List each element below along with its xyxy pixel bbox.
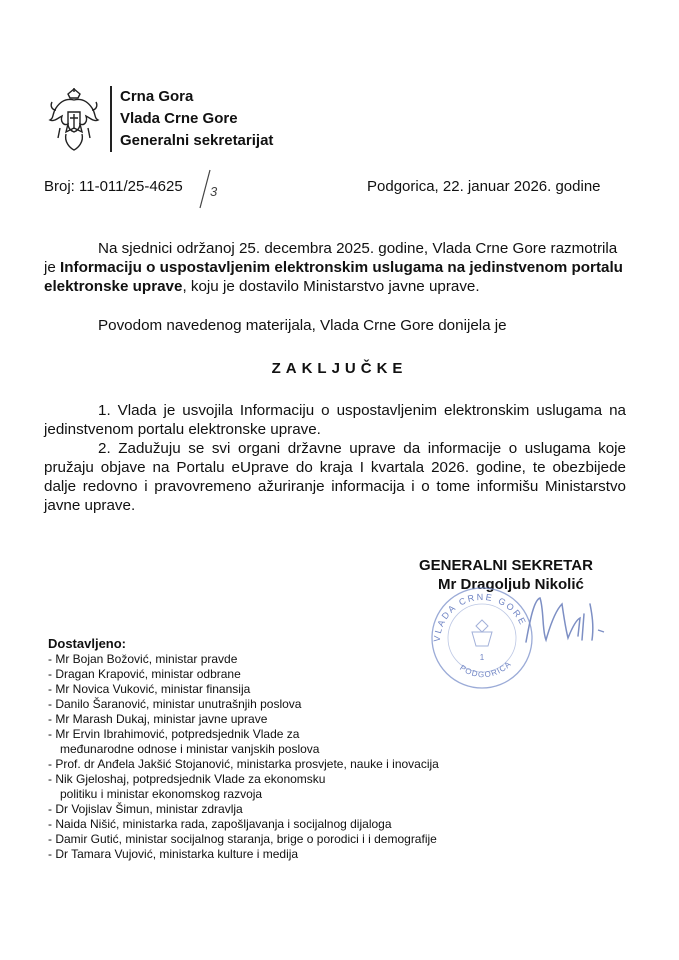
handwritten-ref-digit: 3 — [210, 184, 218, 199]
intro-bold-title: Informaciju o uspostavljenim elektronskim uslugama na jedinstvenom portalu elektronske uprave — [44, 259, 623, 295]
stamp-text-bottom — [458, 659, 513, 679]
header-divider — [110, 86, 112, 152]
list-item: - Dr Tamara Vujović, ministarka kulture i medija — [48, 847, 299, 861]
list-item: - Mr Bojan Božović, ministar pravde — [48, 652, 238, 666]
list-item: - Dr Vojislav Šimun, ministar zdravlja — [48, 802, 243, 816]
intro-paragraph — [44, 239, 626, 296]
list-item: - Danilo Šaranović, ministar unutrašnjih poslova — [48, 697, 302, 711]
list-item: - Mr Ervin Ibrahimović, potpredsjednik Vlade za — [48, 727, 300, 741]
conclusion-1: 1. Vlada je usvojila Informaciju o uspostavljenim elektronskim uslugama na jedinstvenom portalu elektronske uprave. — [44, 402, 626, 438]
list-item: - Mr Marash Dukaj, ministar javne uprave — [48, 712, 268, 726]
list-item: - Nik Gjeloshaj, potpredsjednik Vlade za ekonomsku — [48, 772, 326, 786]
stamp-emblem-icon — [472, 620, 492, 646]
list-item-continuation-text: politiku i ministar ekonomskog razvoja — [60, 787, 263, 801]
intro-text-end: , koju je dostavilo Ministarstvo javne uprave. — [182, 278, 480, 295]
list-item: - Naida Nišić, ministarka rada, zapošljavanja i socijalnog dijaloga — [48, 817, 392, 831]
stamp-text-bottom-path: PODGORICA — [458, 659, 514, 680]
list-item-continuation — [48, 787, 439, 802]
coat-of-arms-icon — [48, 88, 100, 152]
org-country: Crna Gora — [120, 88, 194, 105]
conclusions-heading: ZAKLJUČKE — [271, 360, 408, 377]
organization-block — [120, 86, 273, 152]
stamp-number: 1 — [479, 653, 485, 662]
reference-number: Broj: 11-011/25-4625 — [44, 178, 183, 195]
list-item: - Prof. dr Anđela Jakšić Stojanović, ministarka prosvjete, nauke i inovacija — [48, 757, 439, 771]
list-item-continuation-text: međunarodne odnose i ministar vanjskih poslova — [60, 742, 320, 756]
list-item-continuation — [48, 742, 439, 757]
org-government: Vlada Crne Gore — [120, 110, 238, 127]
org-secretariat: Generalni sekretarijat — [120, 132, 274, 149]
signatory-title: GENERALNI SEKRETAR — [419, 557, 593, 574]
stamp-text-top-path: VLADA CRNE GORE — [431, 591, 529, 643]
intro-text-start: Na sjednici održanoj 25. decembra 2025. godine, Vlada Crne Gore razmotrila je — [44, 240, 618, 276]
document-date: Podgorica, 22. januar 2026. godine — [367, 178, 601, 195]
signatory-name: Mr Dragoljub Nikolić — [438, 576, 584, 593]
conclusion-2: 2. Zadužuju se svi organi državne uprave da informacije o uslugama koje pružaju objave na Portalu eUprave do kraja I kvartala 2026. godine, te obezbijede dalje redovno i pravovremeno ažuriranje informacija i o tome informišu Ministarstvo javne uprave. — [44, 440, 626, 514]
distribution-list — [48, 652, 439, 862]
decision-intro: Povodom navedenog materijala, Vlada Crne Gore donijela je — [98, 317, 507, 334]
list-item: - Damir Gutić, ministar socijalnog staranja, brige o porodici i i demografije — [48, 832, 437, 846]
distribution-title: Dostavljeno: — [48, 636, 127, 651]
handwritten-signature — [520, 590, 610, 652]
handwritten-ref-suffix — [198, 166, 234, 210]
list-item: - Mr Novica Vuković, ministar finansija — [48, 682, 251, 696]
list-item: - Dragan Krapović, ministar odbrane — [48, 667, 241, 681]
